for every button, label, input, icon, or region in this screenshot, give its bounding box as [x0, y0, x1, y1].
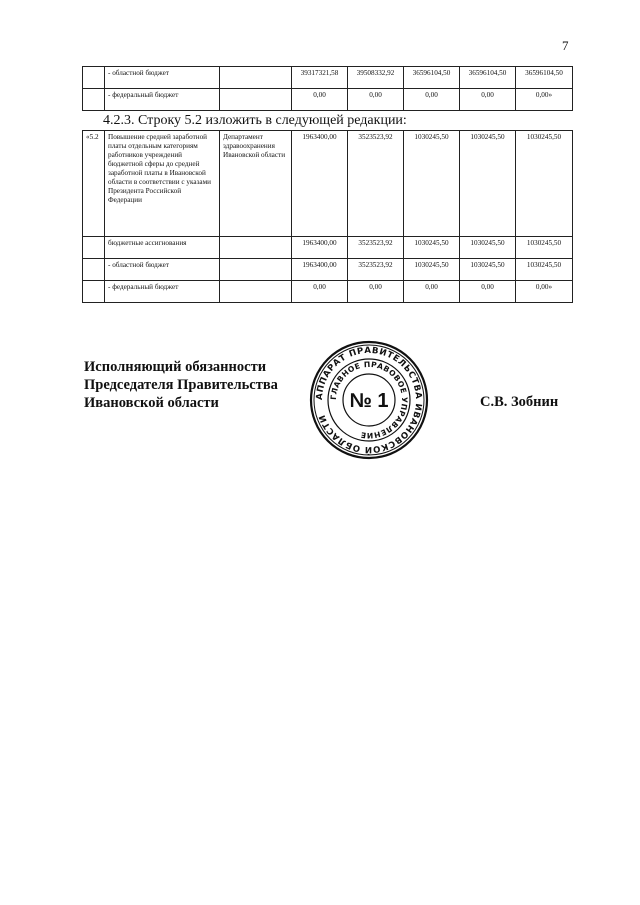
value-cell: 39508332,92: [348, 67, 404, 89]
value-cell: 1030245,50: [460, 259, 516, 281]
executor-cell: [220, 67, 292, 89]
official-seal: [309, 340, 429, 460]
table-row: [83, 89, 573, 111]
value-cell: 36596104,50: [516, 67, 573, 89]
signatory-title-line: Председателя Правительства: [84, 377, 278, 393]
value-cell: 0,00: [404, 89, 460, 111]
number-cell: [83, 67, 105, 89]
value-cell: 1963400,00: [292, 259, 348, 281]
signatory-title: [84, 358, 278, 412]
value-cell: 1963400,00: [292, 237, 348, 259]
row-label: - федеральный бюджет: [105, 281, 220, 303]
seal-center-text: № 1: [349, 390, 389, 412]
number-cell: [83, 281, 105, 303]
row-label: - федеральный бюджет: [105, 89, 220, 111]
value-cell: 1030245,50: [516, 237, 573, 259]
value-cell: 0,00: [348, 281, 404, 303]
value-cell: 1030245,50: [460, 131, 516, 237]
number-cell: [83, 259, 105, 281]
signatory-name: С.В. Зобнин: [480, 394, 559, 410]
page-number: 7: [562, 38, 569, 53]
number-cell: [83, 89, 105, 111]
value-cell: 1030245,50: [460, 237, 516, 259]
value-cell: 1963400,00: [292, 131, 348, 237]
row-number: «5.2: [83, 131, 105, 237]
value-cell: 3523523,92: [348, 237, 404, 259]
value-cell: 1030245,50: [404, 259, 460, 281]
budget-table-row-5-2: [82, 130, 573, 303]
value-cell: 0,00: [292, 281, 348, 303]
table-row: [83, 237, 573, 259]
table-row: [83, 131, 573, 237]
value-cell: 3523523,92: [348, 131, 404, 237]
section-heading: 4.2.3. Строку 5.2 изложить в следующей редакции:: [103, 113, 407, 128]
executor-cell: [220, 237, 292, 259]
value-cell: 0,00: [460, 89, 516, 111]
table-row: [83, 281, 573, 303]
number-cell: [83, 237, 105, 259]
seal-inner-text: ГЛАВНОЕ ПРАВОВОЕ УПРАВЛЕНИЕ: [328, 359, 410, 441]
value-cell: 1030245,50: [516, 131, 573, 237]
value-cell: 0,00: [292, 89, 348, 111]
row-label: - областной бюджет: [105, 67, 220, 89]
row-label: бюджетные ассигнования: [105, 237, 220, 259]
value-cell: 1030245,50: [516, 259, 573, 281]
signatory-title-line: Исполняющий обязанности: [84, 359, 267, 375]
budget-table-continuation: [82, 66, 573, 111]
executor-cell: [220, 89, 292, 111]
seal-outer-text: АППАРАТ ПРАВИТЕЛЬСТВА ИВАНОВСКОЙ ОБЛАСТИ: [314, 345, 424, 455]
executor-name: Департамент здравоохранения Ивановской области: [220, 131, 292, 237]
value-cell: 0,00»: [516, 281, 573, 303]
value-cell: 36596104,50: [460, 67, 516, 89]
value-cell: 0,00: [404, 281, 460, 303]
executor-cell: [220, 281, 292, 303]
value-cell: 0,00»: [516, 89, 573, 111]
measure-name: Повышение средней заработной платы отдельным категориям работников учреждений бюджетной сферы до средней заработной платы в Ивановской области в соответствии с указами Президента Российской Федерации: [105, 131, 220, 237]
value-cell: 1030245,50: [404, 237, 460, 259]
signatory-title-line: Ивановской области: [84, 395, 219, 411]
value-cell: 0,00: [348, 89, 404, 111]
executor-cell: [220, 259, 292, 281]
value-cell: 0,00: [460, 281, 516, 303]
value-cell: 39317321,58: [292, 67, 348, 89]
value-cell: 3523523,92: [348, 259, 404, 281]
value-cell: 36596104,50: [404, 67, 460, 89]
table-row: [83, 259, 573, 281]
table-row: [83, 67, 573, 89]
row-label: - областной бюджет: [105, 259, 220, 281]
value-cell: 1030245,50: [404, 131, 460, 237]
